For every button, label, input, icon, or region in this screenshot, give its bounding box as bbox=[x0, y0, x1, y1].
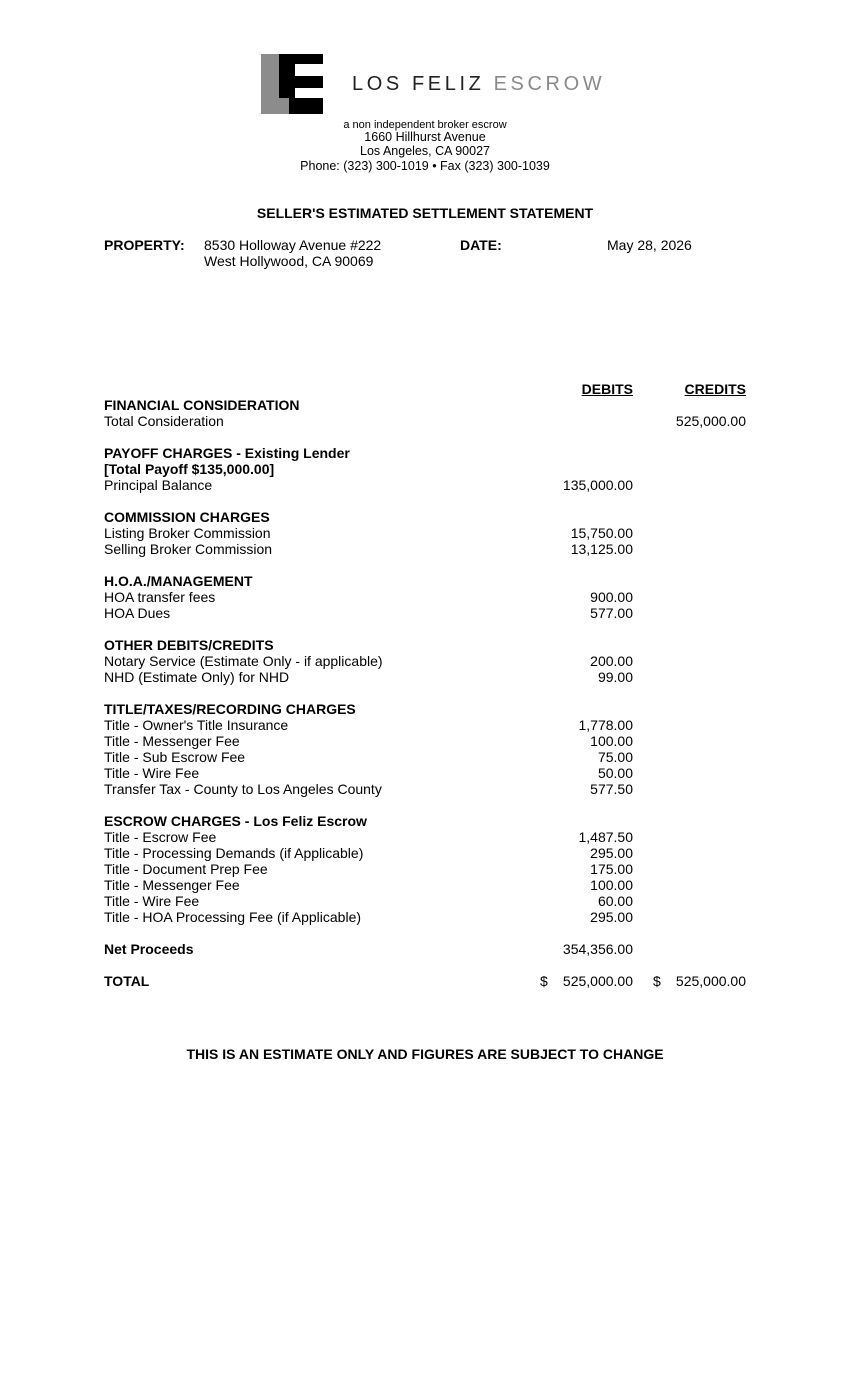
statement-date: May 28, 2026 bbox=[607, 237, 692, 253]
line-item-debit: 1,778.00 bbox=[578, 717, 633, 733]
line-item-label: Title - Messenger Fee bbox=[104, 733, 240, 749]
line-item-debit: 50.00 bbox=[597, 765, 633, 781]
brand-name-part2: ESCROW bbox=[493, 73, 606, 95]
date-label: DATE: bbox=[460, 237, 502, 253]
line-item-row bbox=[104, 893, 746, 909]
section-heading-row bbox=[104, 701, 746, 717]
property-address-line2: West Hollywood, CA 90069 bbox=[204, 253, 374, 269]
los-feliz-escrow-logo bbox=[261, 54, 323, 114]
line-item-debit: 100.00 bbox=[590, 733, 633, 749]
section-heading-row bbox=[104, 813, 746, 829]
credits-column-header: CREDITS bbox=[684, 381, 746, 397]
line-item-label: HOA transfer fees bbox=[104, 589, 216, 605]
line-item-label: Title - Document Prep Fee bbox=[104, 861, 268, 877]
section-heading-row bbox=[104, 573, 746, 589]
line-item-label: Title - Escrow Fee bbox=[104, 829, 217, 845]
total-debit: 525,000.00 bbox=[562, 973, 633, 989]
line-item-debit: 99.00 bbox=[597, 669, 633, 685]
line-item-label: Principal Balance bbox=[104, 477, 213, 493]
line-item-debit: 100.00 bbox=[590, 877, 633, 893]
line-item-label: HOA Dues bbox=[104, 605, 171, 621]
line-item-label: Title - Wire Fee bbox=[104, 765, 200, 781]
brand-name bbox=[352, 73, 605, 96]
line-item-row bbox=[104, 909, 746, 925]
line-item-debit: 175.00 bbox=[590, 861, 633, 877]
section-heading-row bbox=[104, 637, 746, 653]
section-heading: ESCROW CHARGES - Los Feliz Escrow bbox=[104, 813, 367, 829]
section-heading: PAYOFF CHARGES - Existing Lender bbox=[104, 445, 350, 461]
section-heading: H.O.A./MANAGEMENT bbox=[104, 573, 253, 589]
line-item-debit: 135,000.00 bbox=[562, 477, 633, 493]
line-item-row bbox=[104, 749, 746, 765]
section-heading-row bbox=[104, 509, 746, 525]
section-heading-row bbox=[104, 397, 746, 413]
line-item-debit: 75.00 bbox=[597, 749, 633, 765]
line-item-debit: 900.00 bbox=[590, 589, 633, 605]
line-item-debit: 1,487.50 bbox=[578, 829, 633, 845]
section-subheading: [Total Payoff $135,000.00] bbox=[104, 461, 275, 477]
line-item-row bbox=[104, 861, 746, 877]
line-item-row bbox=[104, 717, 746, 733]
line-item-debit: 200.00 bbox=[590, 653, 633, 669]
statement-title: SELLER'S ESTIMATED SETTLEMENT STATEMENT bbox=[256, 205, 594, 221]
section-heading: COMMISSION CHARGES bbox=[104, 509, 270, 525]
line-item-label: Notary Service (Estimate Only - if applicable) bbox=[104, 653, 383, 669]
line-item-row bbox=[104, 781, 746, 797]
property-label: PROPERTY: bbox=[104, 237, 185, 253]
company-phone-fax: Phone: (323) 300-1019 • Fax (323) 300-1039 bbox=[300, 159, 550, 173]
line-item-label: Listing Broker Commission bbox=[104, 525, 271, 541]
line-item-row bbox=[104, 669, 746, 685]
line-item-debit: 15,750.00 bbox=[570, 525, 633, 541]
line-item-row bbox=[104, 525, 746, 541]
line-item-row bbox=[104, 605, 746, 621]
total-debit-currency: $ bbox=[540, 973, 548, 989]
line-item-row bbox=[104, 589, 746, 605]
total-credit: 525,000.00 bbox=[675, 973, 746, 989]
line-item-debit: 13,125.00 bbox=[570, 541, 633, 557]
section-heading-row bbox=[104, 445, 746, 461]
total-row bbox=[104, 973, 746, 989]
line-item-row bbox=[104, 653, 746, 669]
brand-name-part1: LOS FELIZ bbox=[352, 73, 485, 95]
line-item-debit: 295.00 bbox=[590, 845, 633, 861]
line-item-label: Title - Owner's Title Insurance bbox=[104, 717, 289, 733]
line-item-debit: 295.00 bbox=[590, 909, 633, 925]
debits-column-header: DEBITS bbox=[581, 381, 633, 397]
net-proceeds-amount: 354,356.00 bbox=[562, 941, 633, 957]
section-heading: OTHER DEBITS/CREDITS bbox=[104, 637, 274, 653]
company-address-line2: Los Angeles, CA 90027 bbox=[360, 144, 490, 158]
line-item-row bbox=[104, 541, 746, 557]
line-item-row bbox=[104, 877, 746, 893]
line-item-label: Transfer Tax - County to Los Angeles County bbox=[104, 781, 382, 797]
line-item-row bbox=[104, 845, 746, 861]
line-item-row bbox=[104, 733, 746, 749]
net-proceeds-label: Net Proceeds bbox=[104, 941, 194, 957]
estimate-disclaimer: THIS IS AN ESTIMATE ONLY AND FIGURES ARE SUBJECT TO CHANGE bbox=[186, 1046, 664, 1062]
line-item-row bbox=[104, 413, 746, 429]
total-label: TOTAL bbox=[104, 973, 150, 989]
line-item-label: Title - Wire Fee bbox=[104, 893, 200, 909]
line-item-label: Title - Sub Escrow Fee bbox=[104, 749, 246, 765]
line-item-label: Title - Messenger Fee bbox=[104, 877, 240, 893]
line-item-label: NHD (Estimate Only) for NHD bbox=[104, 669, 290, 685]
line-item-debit: 577.00 bbox=[590, 605, 633, 621]
line-item-debit: 60.00 bbox=[597, 893, 633, 909]
section-heading: FINANCIAL CONSIDERATION bbox=[104, 397, 300, 413]
line-item-debit: 577.50 bbox=[590, 781, 633, 797]
company-address-line1: 1660 Hillhurst Avenue bbox=[364, 130, 486, 144]
line-item-row bbox=[104, 765, 746, 781]
line-item-credit: 525,000.00 bbox=[675, 413, 746, 429]
line-item-row bbox=[104, 477, 746, 493]
line-item-label: Selling Broker Commission bbox=[104, 541, 273, 557]
line-item-label: Title - Processing Demands (if Applicable) bbox=[104, 845, 364, 861]
net-proceeds-row bbox=[104, 941, 746, 957]
section-heading: TITLE/TAXES/RECORDING CHARGES bbox=[104, 701, 356, 717]
company-tagline: a non independent broker escrow bbox=[343, 119, 507, 131]
total-credit-currency: $ bbox=[653, 973, 661, 989]
line-item-row bbox=[104, 829, 746, 845]
line-item-label: Title - HOA Processing Fee (if Applicable) bbox=[104, 909, 362, 925]
line-item-label: Total Consideration bbox=[104, 413, 224, 429]
section-subheading-row bbox=[104, 461, 746, 477]
property-address-line1: 8530 Holloway Avenue #222 bbox=[204, 237, 382, 253]
